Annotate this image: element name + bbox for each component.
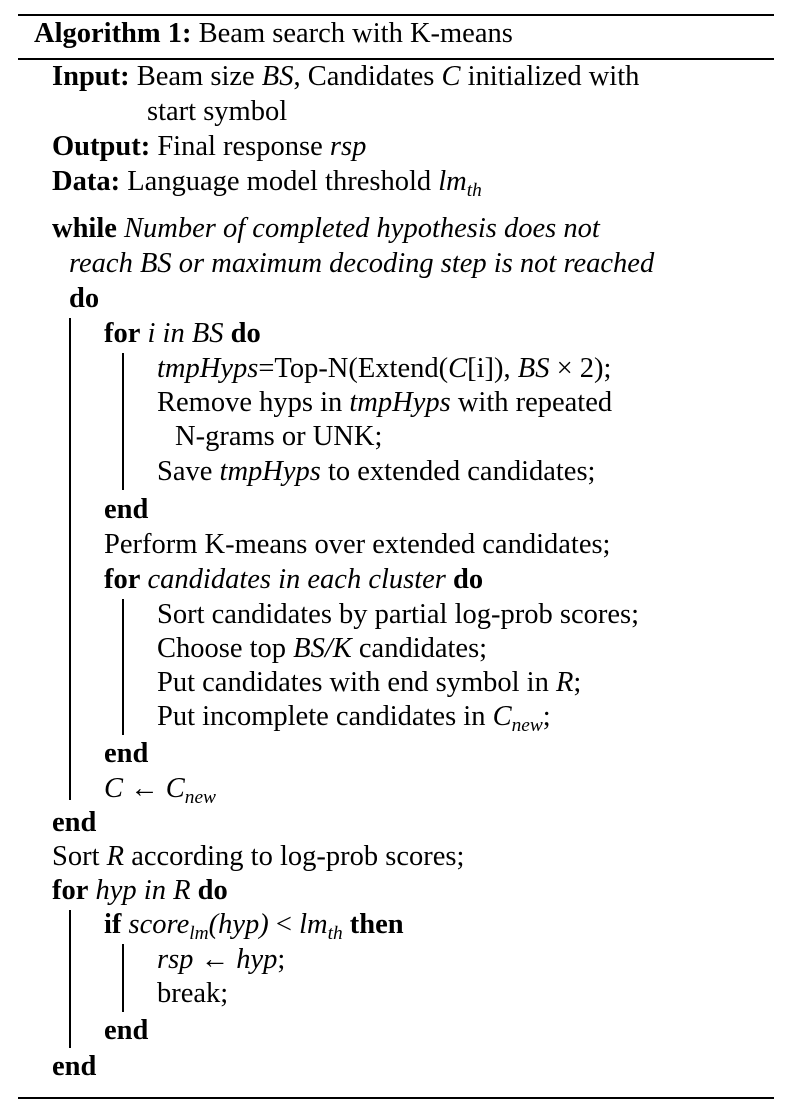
algorithm-label: Algorithm 1: [34,18,192,49]
for-condition: hyp in [95,875,174,906]
arrow-text: ← [193,944,237,975]
put-end-line [157,666,581,700]
lm-sub: lm [189,923,209,945]
algorithm-caption [34,17,513,51]
bottom-rule [18,1097,774,1099]
stmt-text: Put candidates with end symbol in [157,667,556,698]
do-keyword: do [453,564,484,595]
beam-size-var: BS [261,61,294,92]
score-var: score [128,909,190,940]
input-line [52,60,639,94]
stmt-text: ; [573,667,582,698]
top-rule [18,14,774,16]
end-keyword: end [52,807,97,838]
end-keyword: end [52,1051,97,1082]
output-text: Final response [157,131,330,162]
stmt-text: to extended candidates; [320,456,596,487]
put-incomplete-line [157,700,551,737]
tmphyps-var: tmpHyps [349,387,451,418]
bs-var: BS [517,353,550,384]
lm-var: lm [299,909,328,940]
end-if [104,1014,148,1048]
input-text: , Candidates [293,61,442,92]
stmt-text: =Top-N(Extend( [258,353,449,384]
end-keyword: end [104,494,149,525]
input-text: Beam size [136,61,262,92]
stmt-text: Save [157,456,220,487]
stmt-text: × 2); [549,353,612,384]
end-keyword: end [104,738,149,769]
bs-var: BS [191,318,224,349]
for-cluster-block-bar [122,599,124,735]
if-keyword: if [104,909,122,940]
stmt-text: ), [494,353,518,384]
rsp-var: rsp [329,131,367,162]
for-hyp-line [52,874,228,908]
assign-c-line [104,772,216,809]
data-text: Language model threshold [127,166,439,197]
while-keyword: while [52,213,117,244]
for-condition: i in [147,318,192,349]
if-line [104,908,404,945]
for-condition: candidates in each cluster [147,564,446,595]
th-sub: th [327,923,343,945]
r-var: R [173,875,191,906]
sort-candidates-line: Sort candidates by partial log-prob scores; [157,599,639,630]
algorithm-title: Beam search with K-means [198,18,513,49]
lt-text: < [268,909,300,940]
do-keyword: do [230,318,261,349]
c-var: C [104,773,124,804]
end-for-cluster [104,737,148,771]
output-keyword: Output: [52,131,151,162]
for-keyword: for [104,318,141,349]
data-line [52,165,482,202]
while-condition: or maximum decoding step is not reached [171,248,655,279]
c-var: C [448,353,468,384]
for-i-line [104,317,261,351]
stmt-text: Remove hyps in [157,387,350,418]
while-line [52,212,600,246]
for-keyword: for [104,564,141,595]
stmt-text: ; [542,701,551,732]
while-block-bar [69,318,71,800]
end-for-i [104,493,148,527]
bs-var: BS [139,248,172,279]
while-line-cont [69,247,654,281]
new-sub: new [511,715,543,737]
then-keyword: then [349,909,404,940]
while-do [69,282,99,316]
break-line: break; [157,978,229,1009]
input-keyword: Input: [52,61,130,92]
stmt-text: Sort [52,841,107,872]
save-tmphyps-line [157,455,595,489]
arrow-text: ← [123,773,166,804]
tmphyps-var: tmpHyps [157,353,259,384]
new-sub: new [184,787,216,809]
stmt-text: according to log-prob scores; [124,841,465,872]
rsp-var: rsp [157,944,194,975]
lm-var: lm [438,166,467,197]
assign-rsp-line [157,943,285,977]
c-new-var: C [165,773,185,804]
stmt-text: ; [277,944,286,975]
index-text: [i] [467,353,495,384]
end-keyword: end [104,1015,149,1046]
end-for-hyp [52,1050,96,1084]
sort-r-line [52,840,464,874]
if-block-bar [122,944,124,1012]
r-var: R [555,667,574,698]
remove-hyps-line [157,386,612,420]
output-line [52,130,366,164]
do-keyword: do [197,875,228,906]
input-line-cont: start symbol [147,96,288,127]
stmt-text: with repeated [450,387,613,418]
r-var: R [106,841,125,872]
hyp-var: hyp [236,944,278,975]
for-cluster-line [104,563,483,597]
while-condition: reach [69,248,140,279]
end-while [52,806,96,840]
stmt-text: candidates; [351,633,488,664]
bs-k-var: BS/K [293,633,352,664]
while-condition: Number of completed hypothesis does not [124,213,600,244]
for-keyword: for [52,875,89,906]
do-keyword: do [69,283,100,314]
stmt-text: Choose top [157,633,294,664]
lm-sub: th [466,180,482,202]
for-i-block-bar [122,353,124,490]
input-text: initialized with [460,61,640,92]
for-hyp-block-bar [69,910,71,1048]
hyp-arg: (hyp) [208,909,269,940]
c-new-var: C [492,701,512,732]
kmeans-line: Perform K-means over extended candidates; [104,529,611,560]
candidates-var: C [441,61,461,92]
data-keyword: Data: [52,166,121,197]
tmphyps-assign-line [157,352,611,386]
tmphyps-var: tmpHyps [219,456,321,487]
remove-hyps-line-cont: N-grams or UNK; [175,421,383,452]
stmt-text: Put incomplete candidates in [157,701,493,732]
choose-top-line [157,632,487,666]
